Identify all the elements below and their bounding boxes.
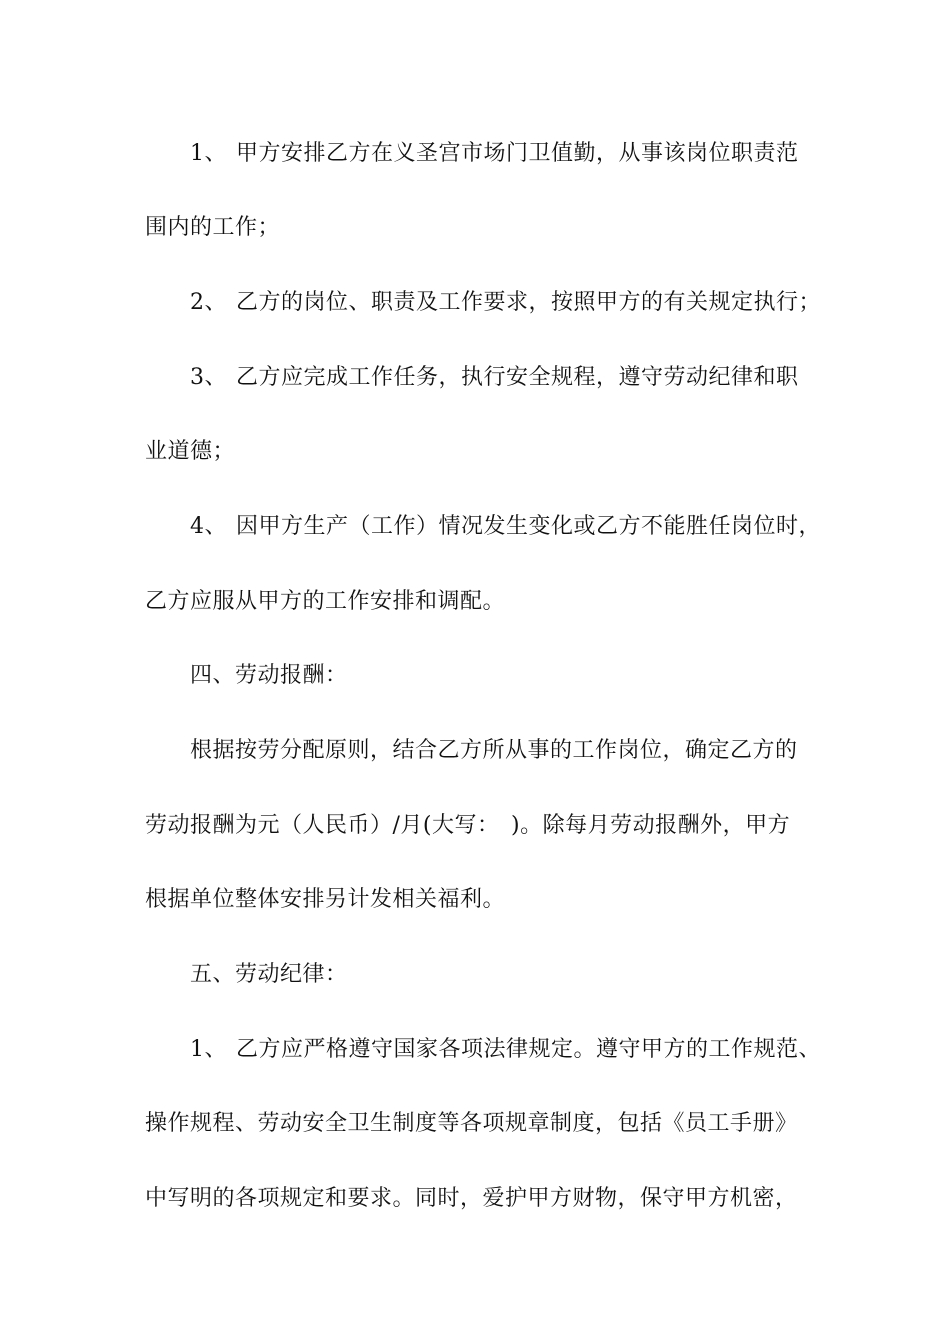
item-number: 2、 [190, 290, 227, 315]
paragraph-line [145, 439, 235, 465]
paragraph-line [190, 365, 799, 391]
paragraph-line [190, 141, 799, 167]
paragraph-line [190, 738, 798, 764]
paragraph-line [145, 1111, 798, 1137]
item-number: 3、 [190, 365, 227, 390]
line-text: 根据按劳分配原则，结合乙方所从事的工作岗位，确定乙方的 [190, 738, 798, 763]
paragraph-line [145, 813, 790, 839]
line-text: 中写明的各项规定和要求。同时，爱护甲方财物，保守甲方机密， [145, 1186, 798, 1211]
line-text: 乙方应服从甲方的工作安排和调配。 [145, 589, 506, 614]
item-number: 1、 [190, 141, 227, 166]
line-text: 因甲方生产（工作）情况发生变化或乙方不能胜任岗位时， [236, 514, 822, 539]
line-text: 根据单位整体安排另计发相关福利。 [145, 887, 506, 912]
line-text: 乙方应严格遵守国家各项法律规定。遵守甲方的工作规范、 [236, 1037, 822, 1062]
line-text: 乙方的岗位、职责及工作要求，按照甲方的有关规定执行； [236, 290, 822, 315]
paragraph-line [145, 887, 505, 913]
line-text: 劳动报酬为元（人民币）/月(大写： )。除每月劳动报酬外，甲方 [145, 813, 791, 838]
line-text: 围内的工作； [145, 215, 281, 240]
line-text: 四、劳动报酬： [190, 663, 348, 688]
paragraph-line [145, 215, 280, 241]
line-text: 乙方应完成工作任务，执行安全规程，遵守劳动纪律和职 [236, 365, 799, 390]
line-text: 操作规程、劳动安全卫生制度等各项规章制度，包括《员工手册》 [145, 1111, 798, 1136]
line-text: 业道德； [145, 439, 236, 464]
paragraph-line [190, 514, 821, 540]
line-text: 五、劳动纪律： [190, 962, 348, 987]
item-number: 1、 [190, 1037, 227, 1062]
section-heading [190, 663, 348, 689]
item-number: 4、 [190, 514, 227, 539]
paragraph-line [190, 1037, 821, 1063]
paragraph-line [145, 589, 505, 615]
section-heading [190, 962, 348, 988]
paragraph-line [145, 1186, 798, 1212]
line-text: 甲方安排乙方在义圣宫市场门卫值勤，从事该岗位职责范 [236, 141, 799, 166]
paragraph-line [190, 290, 821, 316]
